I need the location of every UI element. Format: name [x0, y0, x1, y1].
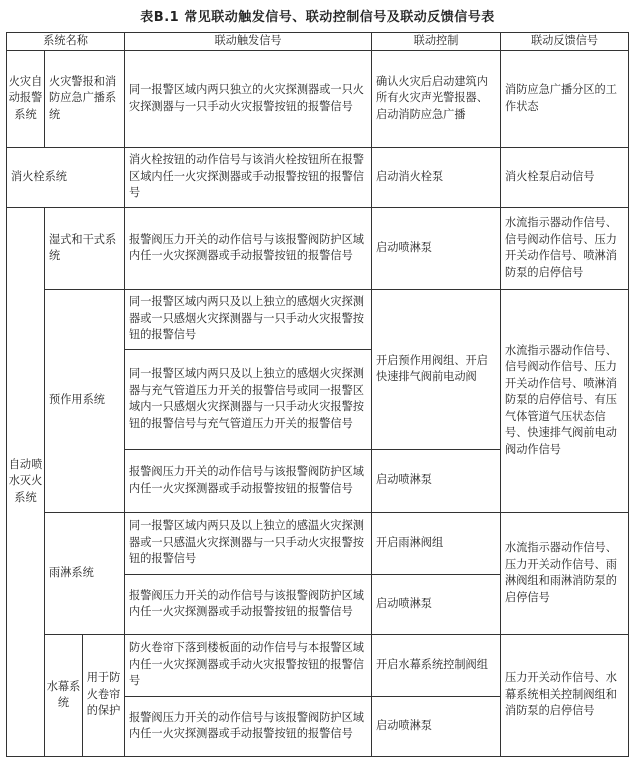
system-name: 消火栓系统	[7, 147, 125, 207]
system-name: 自动喷水灭火系统	[7, 207, 45, 756]
trigger-cell: 报警阀压力开关的动作信号与该报警阀防护区域内任一火灾探测器或手动报警按钮的报警信号	[125, 207, 372, 289]
linkage-signal-table	[6, 32, 629, 757]
table-row	[7, 512, 629, 574]
header-control: 联动控制	[372, 33, 501, 51]
control-cell: 开启水幕系统控制阀组	[372, 634, 501, 696]
feedback-cell: 压力开关动作信号、水幕系统相关控制阀组和消防泵的启停信号	[501, 634, 629, 756]
trigger-cell: 消火栓按钮的动作信号与该消火栓按钮所在报警区域内任一火灾探测器或手动报警按钮的报警信号	[125, 147, 372, 207]
trigger-cell: 报警阀压力开关的动作信号与该报警阀防护区域内任一火灾探测器或手动报警按钮的报警信号	[125, 449, 372, 512]
control-cell: 启动喷淋泵	[372, 696, 501, 756]
feedback-cell: 水流指示器动作信号、压力开关动作信号、雨淋阀组和雨淋消防泵的启停信号	[501, 512, 629, 634]
system-name: 火灾自动报警系统	[7, 50, 45, 147]
subsystem-name: 火灾警报和消防应急广播系统	[45, 50, 125, 147]
feedback-cell: 消火栓泵启动信号	[501, 147, 629, 207]
table-row	[7, 289, 629, 349]
table-row	[7, 634, 629, 696]
table-row	[7, 147, 629, 207]
trigger-cell: 报警阀压力开关的动作信号与该报警阀防护区域内任一火灾探测器或手动报警按钮的报警信号	[125, 574, 372, 634]
feedback-cell: 水流指示器动作信号、信号阀动作信号、压力开关动作信号、喷淋消防泵的启停信号、有压气体管道气压状态信号、快速排气阀前电动阀动作信号	[501, 289, 629, 512]
header-row	[7, 33, 629, 51]
subsystem-name: 湿式和干式系统	[45, 207, 125, 289]
header-feedback: 联动反馈信号	[501, 33, 629, 51]
table-row	[7, 207, 629, 289]
feedback-cell: 水流指示器动作信号、信号阀动作信号、压力开关动作信号、喷淋消防泵的启停信号	[501, 207, 629, 289]
control-cell: 启动消火栓泵	[372, 147, 501, 207]
trigger-cell: 同一报警区域内两只独立的火灾探测器或一只火灾探测器与一只手动火灾报警按钮的报警信号	[125, 50, 372, 147]
control-cell: 启动喷淋泵	[372, 574, 501, 634]
subsystem-name: 水幕系统	[45, 634, 83, 756]
subsystem-name: 预作用系统	[45, 289, 125, 512]
table-row	[7, 50, 629, 147]
trigger-cell: 同一报警区域内两只及以上独立的感烟火灾探测器与充气管道压力开关的报警信号或同一报警区域内一只感烟火灾探测器与一只手动火灾报警按钮的报警信号与充气管道压力开关的报警信号	[125, 349, 372, 449]
control-cell: 开启预作用阀组、开启快速排气阀前电动阀	[372, 289, 501, 449]
header-system: 系统名称	[7, 33, 125, 51]
trigger-cell: 同一报警区域内两只及以上独立的感烟火灾探测器或一只感烟火灾探测器与一只手动火灾报警按钮的报警信号	[125, 289, 372, 349]
trigger-cell: 报警阀压力开关的动作信号与该报警阀防护区域内任一火灾探测器或手动报警按钮的报警信号	[125, 696, 372, 756]
control-cell: 启动喷淋泵	[372, 207, 501, 289]
table-title: 表B.1 常见联动触发信号、联动控制信号及联动反馈信号表	[140, 10, 495, 25]
feedback-cell: 消防应急广播分区的工作状态	[501, 50, 629, 147]
subsystem-qualifier: 用于防火卷帘的保护	[83, 634, 125, 756]
control-cell: 开启雨淋阀组	[372, 512, 501, 574]
header-trigger: 联动触发信号	[125, 33, 372, 51]
control-cell: 确认火灾后启动建筑内所有火灾声光警报器、启动消防应急广播	[372, 50, 501, 147]
control-cell: 启动喷淋泵	[372, 449, 501, 512]
subsystem-name: 雨淋系统	[45, 512, 125, 634]
trigger-cell: 同一报警区域内两只及以上独立的感温火灾探测器或一只感温火灾探测器与一只手动火灾报警按钮的报警信号	[125, 512, 372, 574]
trigger-cell: 防火卷帘下落到楼板面的动作信号与本报警区域内任一火灾探测器或手动火灾报警按钮的报警信号	[125, 634, 372, 696]
